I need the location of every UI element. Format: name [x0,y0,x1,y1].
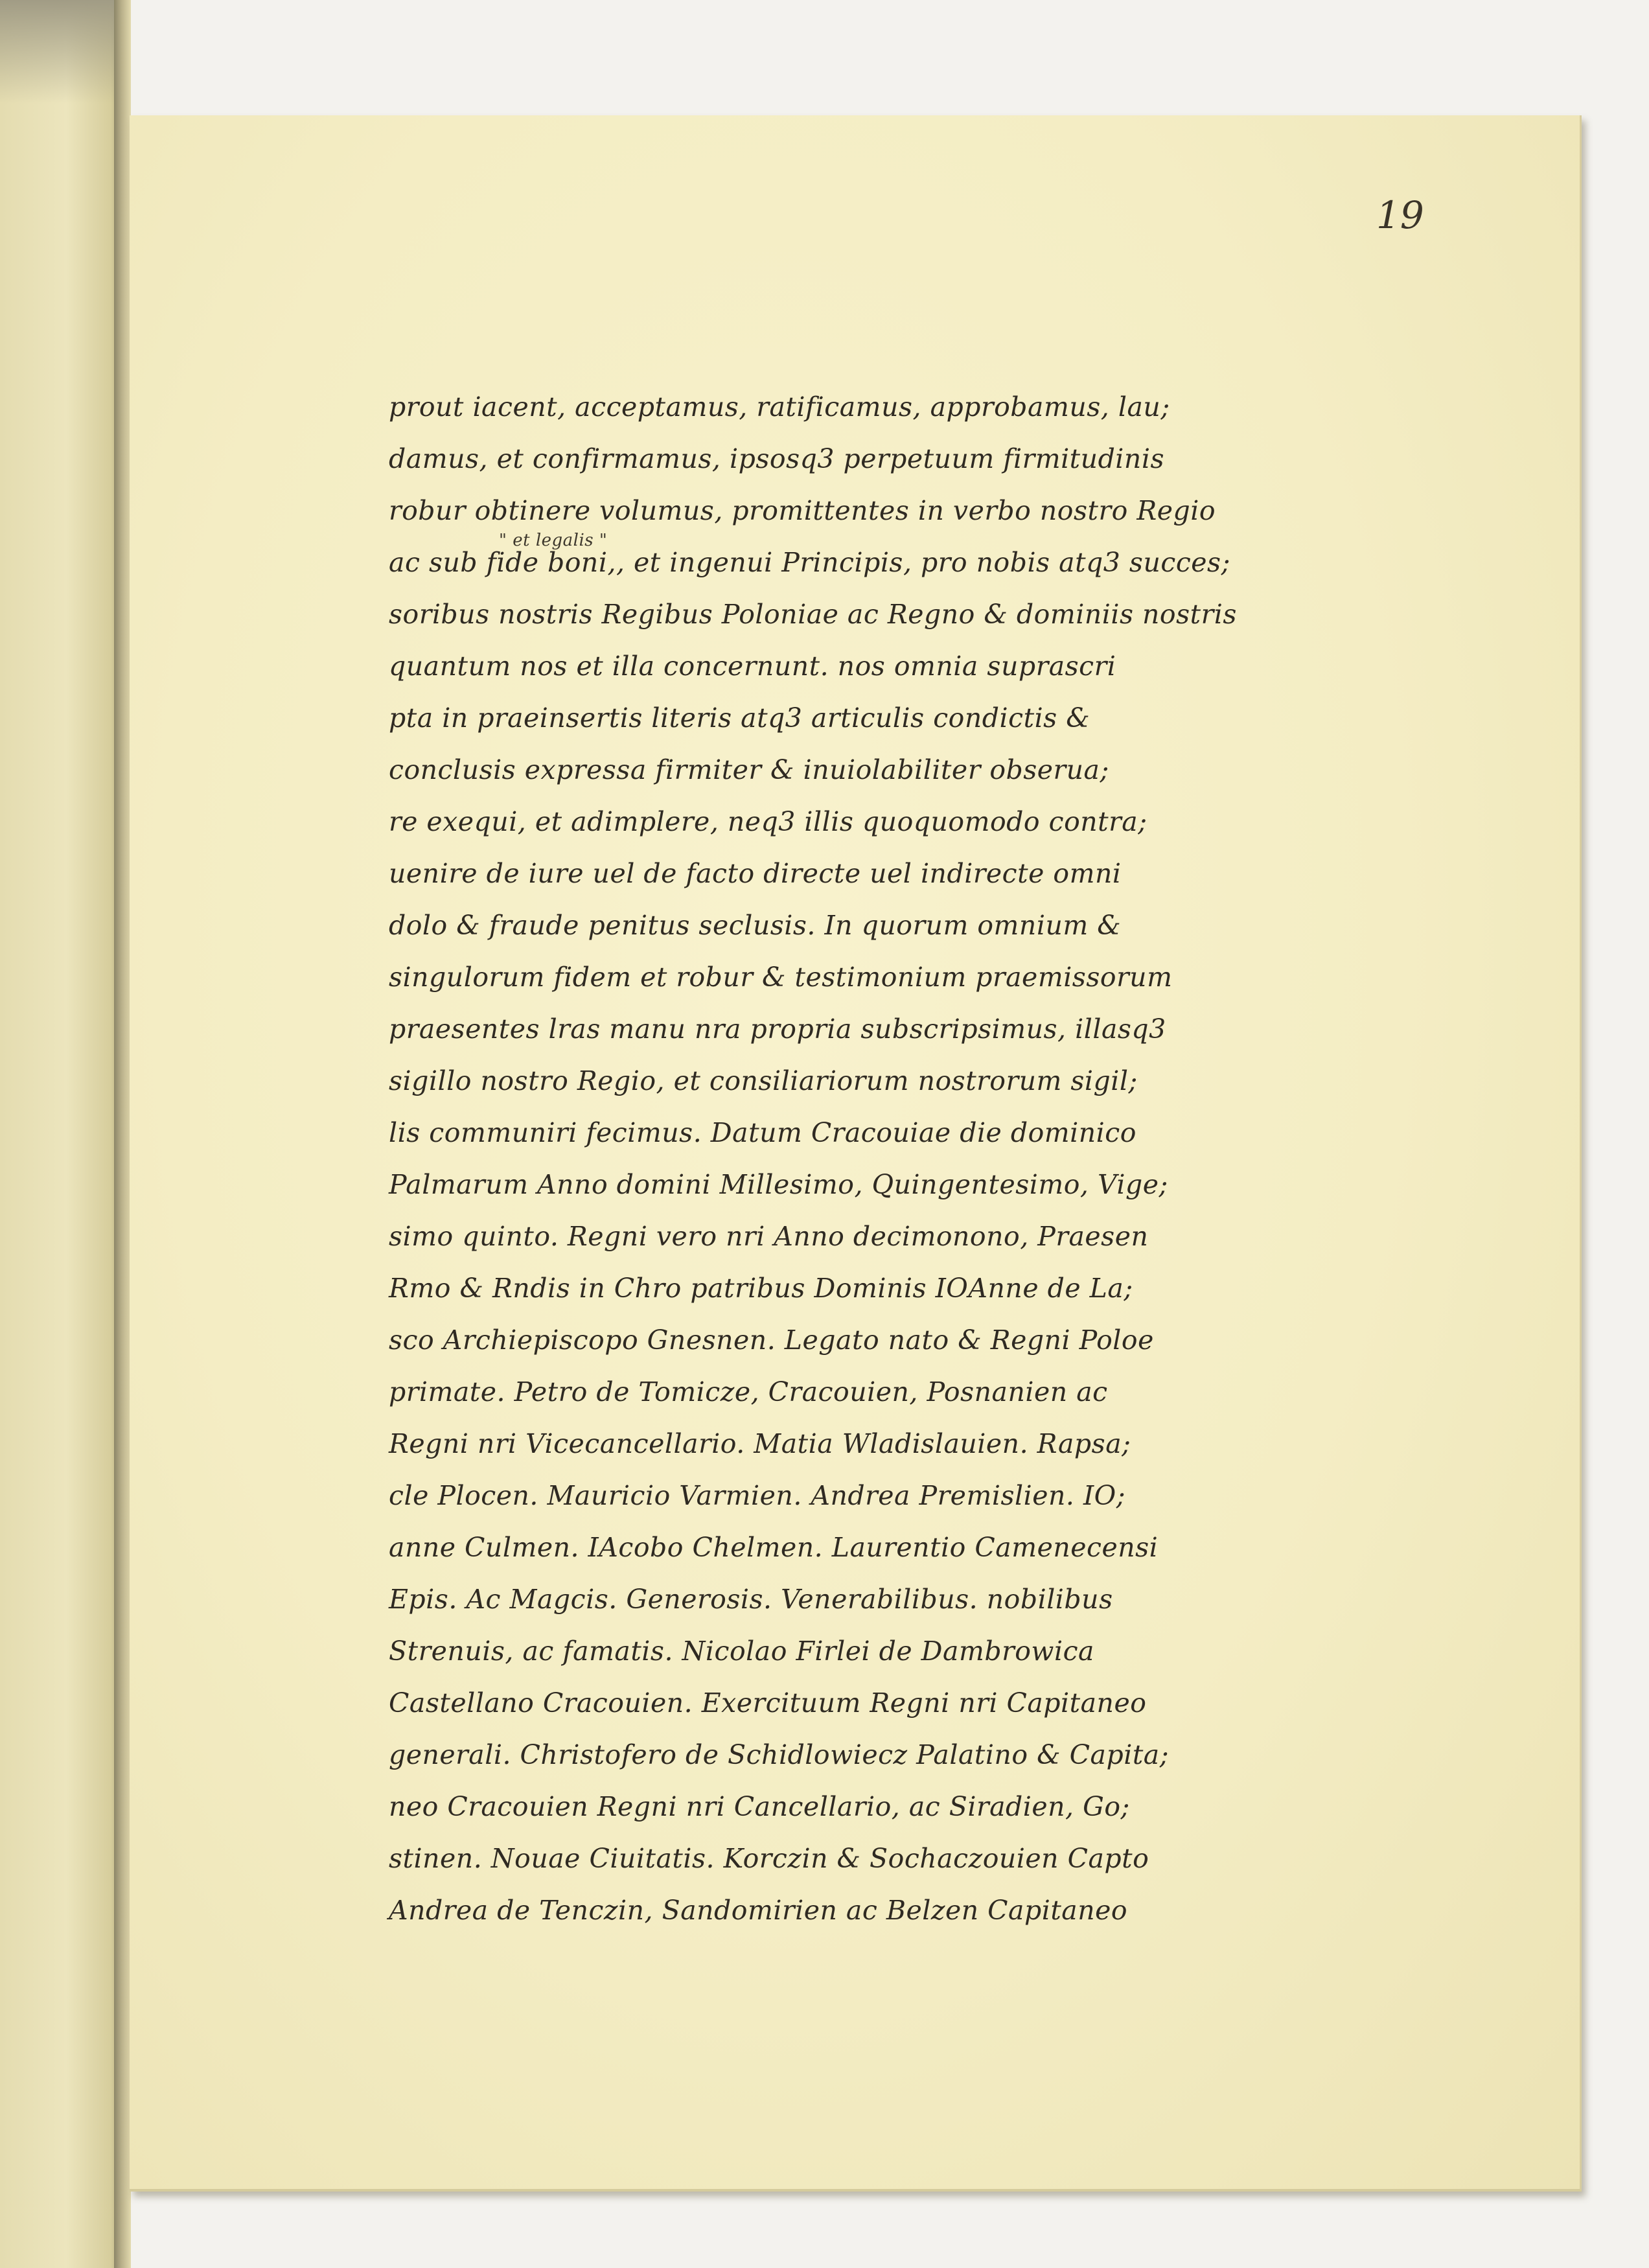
page-shadow [0,0,121,104]
text-line-content: ac sub fide boni,, et ingenui Principis, pro nobis atq3 succes; [389,547,1230,578]
text-line: sigillo nostro Regio, et consiliariorum nostrorum sigil; [389,1065,1138,1096]
text-line: damus, et confirmamus, ipsosq3 perpetuum firmitudinis [389,443,1164,474]
manuscript-text [389,381,1400,1936]
text-line: prout iacent, acceptamus, ratificamus, approbamus, lau; [389,391,1170,422]
binding-gutter [114,0,131,2268]
text-line: uenire de iure uel de facto directe uel indirecte omni [389,858,1122,889]
text-line: robur obtinere volumus, promittentes in verbo nostro Regio [389,495,1216,526]
previous-page-edge [0,0,121,2268]
text-line: Regni nri Vicecancellario. Matia Wladislauien. Rapsa; [389,1428,1131,1459]
manuscript-page [130,115,1582,2192]
text-line: generali. Christofero de Schidlowiecz Palatino & Capita; [389,1739,1170,1770]
text-line: neo Cracouien Regni nri Cancellario, ac Siradien, Go; [389,1791,1130,1822]
text-line: Palmarum Anno domini Millesimo, Quingentesimo, Vige; [389,1169,1168,1200]
text-line: stinen. Nouae Ciuitatis. Korczin & Sochaczouien Capto [389,1843,1149,1874]
text-line: singulorum fidem et robur & testimonium praemissorum [389,962,1173,993]
text-line: anne Culmen. IAcobo Chelmen. Laurentio Camenecensi [389,1532,1159,1563]
text-line-with-insertion [389,531,1400,588]
text-line: primate. Petro de Tomicze, Cracouien, Posnanien ac [389,1376,1108,1407]
text-line: lis communiri fecimus. Datum Cracouiae die dominico [389,1117,1136,1148]
text-line: Castellano Cracouien. Exercituum Regni nri Capitaneo [389,1687,1147,1718]
folio-number: 19 [1376,193,1424,237]
text-line: Andrea de Tenczin, Sandomirien ac Belzen Capitaneo [389,1895,1128,1926]
text-line: Strenuis, ac famatis. Nicolao Firlei de Dambrowica [389,1636,1094,1667]
text-line: Rmo & Rndis in Chro patribus Dominis IOAnne de La; [389,1273,1133,1304]
text-line: sco Archiepiscopo Gnesnen. Legato nato & Regni Poloe [389,1325,1154,1356]
text-line: soribus nostris Regibus Poloniae ac Regno & dominiis nostris [389,599,1237,630]
text-line: dolo & fraude penitus seclusis. In quorum omnium & [389,910,1122,941]
text-line: praesentes lras manu nra propria subscripsimus, illasq3 [389,1013,1166,1045]
text-line: quantum nos et illa concernunt. nos omnia suprascri [389,651,1116,682]
text-line: re exequi, et adimplere, neq3 illis quoquomodo contra; [389,806,1147,837]
text-line: Epis. Ac Magcis. Generosis. Venerabilibus. nobilibus [389,1584,1113,1615]
text-line: cle Plocen. Mauricio Varmien. Andrea Premislien. IO; [389,1480,1126,1511]
text-line: simo quinto. Regni vero nri Anno decimonono, Praesen [389,1221,1149,1252]
text-line: conclusis expressa firmiter & inuiolabiliter obserua; [389,754,1109,785]
text-line: pta in praeinsertis literis atq3 articulis condictis & [389,702,1090,734]
interlinear-insertion: " et legalis " [499,531,608,550]
